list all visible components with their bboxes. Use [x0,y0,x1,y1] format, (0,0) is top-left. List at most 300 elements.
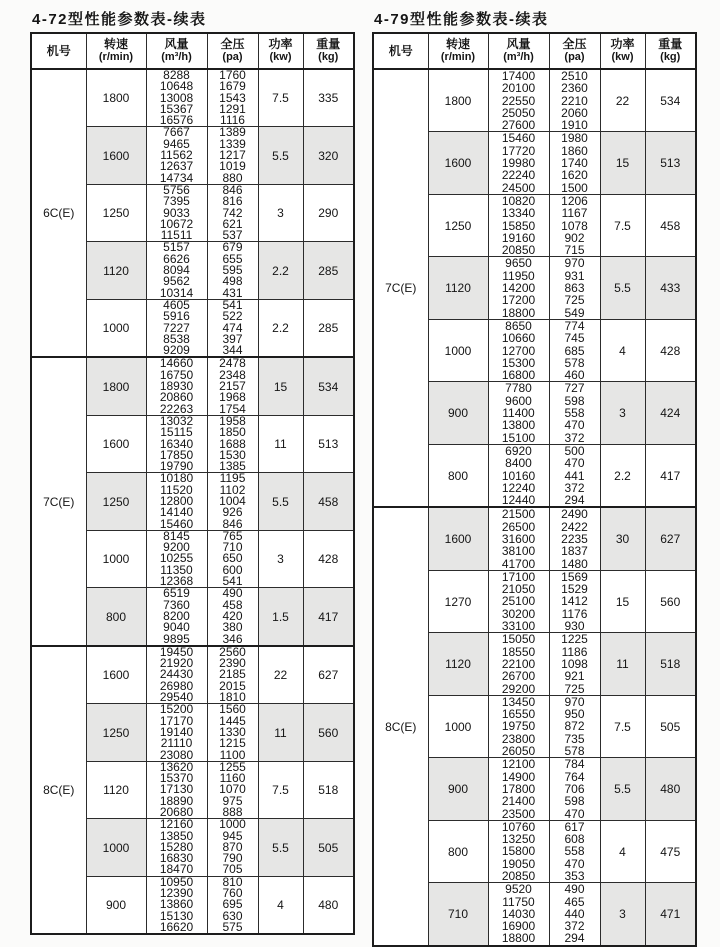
speed-cell: 1000 [86,819,146,876]
flow-value: 16830 [159,851,194,866]
speed-cell: 1250 [428,194,488,256]
col-header-machine [373,33,428,69]
flow-value: 13008 [159,90,194,105]
speed-cell: 1600 [86,127,146,184]
table-body [31,69,354,934]
pressure-value: 2210 [561,93,588,108]
pressure-value: 1850 [219,425,246,440]
pressure-value: 490 [564,882,585,897]
pressure-value: 1100 [219,747,246,762]
power-cell: 11 [600,633,645,695]
flow-value: 18800 [501,931,536,946]
flow-value: 8094 [163,263,190,278]
header-label: 全压 [220,37,245,51]
flow-value: 18800 [501,305,536,320]
flow-value: 8400 [505,456,532,471]
pressure-value: 617 [564,819,585,834]
flow-value: 6519 [163,586,190,601]
speed-cell: 1000 [428,319,488,381]
flow-value: 24500 [501,180,536,195]
pressure-value: 598 [564,393,585,408]
pressure-values-cell [549,883,600,946]
flow-value: 14900 [501,769,536,784]
col-header-weight [645,33,696,69]
pressure-value: 2390 [219,656,246,671]
pressure-value: 498 [222,274,243,289]
performance-table-4-79 [372,32,697,947]
flow-values-cell [146,299,207,357]
flow-value: 26050 [501,744,536,759]
speed-group-row [31,357,354,415]
flow-value: 14140 [159,505,194,520]
header-label: 全压 [562,37,587,51]
flow-value: 9520 [505,882,532,897]
pressure-value: 870 [222,839,243,854]
pressure-values-cell [207,299,258,357]
pressure-value: 1620 [561,168,588,183]
header-label: 重量 [658,37,683,51]
flow-values-cell [488,570,549,632]
power-cell: 15 [600,570,645,632]
weight-cell: 290 [303,184,354,241]
weight-cell: 475 [645,820,696,882]
header-label: 功率 [610,37,635,51]
pressure-value: 715 [564,243,585,258]
pressure-value: 1980 [561,131,588,146]
pressure-value: 863 [564,281,585,296]
power-cell: 1.5 [258,588,303,646]
pressure-value: 1910 [561,118,588,133]
weight-cell: 627 [303,646,354,704]
pressure-value: 846 [222,182,243,197]
flow-value: 10314 [159,285,194,300]
pressure-value: 705 [222,862,243,877]
flow-value: 30200 [501,606,536,621]
flow-value: 13850 [159,828,194,843]
pressure-value: 470 [564,856,585,871]
pressure-value: 872 [564,719,585,734]
pressure-values-cell [549,507,600,570]
flow-value: 27600 [501,118,536,133]
header-unit: (kw) [269,51,292,63]
flow-value: 29200 [501,681,536,696]
flow-value: 10672 [159,216,194,231]
flow-values-cell [146,127,207,184]
pressure-values-cell [549,257,600,319]
pressure-value: 655 [222,251,243,266]
pressure-value: 1102 [219,482,246,497]
flow-value: 19140 [159,724,194,739]
pressure-value: 600 [222,562,243,577]
flow-value: 13340 [501,206,536,221]
power-cell: 3 [258,184,303,241]
flow-value: 17720 [501,143,536,158]
flow-values-cell [146,761,207,818]
pressure-value: 1530 [219,447,246,462]
pressure-value: 931 [564,268,585,283]
pressure-value: 344 [222,343,243,358]
speed-cell: 1000 [86,530,146,587]
pressure-values-cell [207,819,258,876]
flow-value: 13860 [159,897,194,912]
pressure-value: 1529 [561,582,588,597]
pressure-values-cell [549,132,600,194]
power-cell: 2.2 [258,242,303,299]
flow-value: 14660 [159,356,194,371]
pressure-values-cell [207,242,258,299]
pressure-value: 725 [564,293,585,308]
flow-value: 15367 [159,101,194,116]
pressure-value: 537 [222,228,243,243]
weight-cell: 320 [303,127,354,184]
flow-value: 14030 [501,906,536,921]
flow-value: 21920 [159,656,194,671]
machine-number-cell: 7C(E) [373,69,428,507]
col-header-speed [428,33,488,69]
flow-values-cell [146,588,207,646]
pressure-value: 1445 [219,713,246,728]
flow-values-cell [146,69,207,127]
pressure-value: 431 [222,285,243,300]
pressure-value: 1740 [561,156,588,171]
flow-value: 13620 [159,759,194,774]
pressure-value: 558 [564,844,585,859]
flow-value: 16620 [159,919,194,934]
speed-cell: 1600 [86,646,146,704]
header-unit: (m³/h) [161,51,192,63]
flow-value: 16900 [501,919,536,934]
flow-value: 19980 [501,156,536,171]
power-cell: 3 [258,530,303,587]
flow-values-cell [488,132,549,194]
weight-cell: 433 [645,257,696,319]
pressure-value: 1070 [219,782,246,797]
flow-value: 11520 [160,482,193,497]
flow-value: 19450 [159,644,194,659]
flow-value: 9465 [163,136,190,151]
pressure-value: 294 [564,493,585,508]
pressure-value: 2157 [219,379,246,394]
col-header-weight [303,33,354,69]
flow-value: 15050 [501,632,536,647]
pressure-value: 1480 [561,556,588,571]
header-unit: (pa) [222,51,243,63]
weight-cell: 505 [645,695,696,757]
power-cell: 22 [258,646,303,704]
pressure-value: 1500 [561,180,588,195]
flow-value: 26980 [159,678,194,693]
pressure-value: 760 [222,886,243,901]
weight-cell: 285 [303,242,354,299]
pressure-value: 1206 [561,193,588,208]
pressure-value: 1339 [219,136,246,151]
flow-values-cell [146,704,207,761]
col-header-power [258,33,303,69]
power-cell: 4 [258,876,303,934]
pressure-value: 1679 [219,79,246,94]
speed-cell: 1270 [428,570,488,632]
speed-cell: 800 [86,588,146,646]
pressure-value: 880 [222,170,243,185]
speed-cell: 1120 [86,761,146,818]
header-label: 机号 [46,43,71,58]
pressure-values-cell [207,530,258,587]
pressure-value: 2560 [219,644,246,659]
flow-value: 9895 [163,631,190,646]
weight-cell: 560 [303,704,354,761]
pressure-value: 380 [222,620,243,635]
flow-value: 17200 [501,293,536,308]
flow-value: 4605 [163,297,190,312]
flow-values-cell [488,758,549,820]
pressure-value: 1186 [561,644,588,659]
speed-cell: 1250 [86,473,146,530]
flow-value: 25100 [501,594,536,609]
flow-value: 10648 [159,79,194,94]
pressure-value: 1385 [219,459,246,474]
speed-group-row [31,646,354,704]
pressure-value: 975 [222,793,243,808]
pressure-value: 372 [564,480,585,495]
col-header-pressure [207,33,258,69]
pressure-values-cell [207,415,258,472]
pressure-value: 1412 [561,594,588,609]
flow-value: 18470 [159,862,194,877]
speed-cell: 800 [428,820,488,882]
pressure-value: 926 [222,505,243,520]
flow-value: 5916 [163,309,190,324]
pressure-value: 598 [564,794,585,809]
power-cell: 5.5 [600,758,645,820]
flow-value: 10760 [501,819,536,834]
col-header-machine [31,33,86,69]
power-cell: 15 [258,357,303,415]
power-cell: 2.2 [600,444,645,507]
flow-value: 7667 [163,125,190,140]
weight-cell: 417 [303,588,354,646]
flow-values-cell [488,883,549,946]
pressure-value: 1760 [219,68,246,82]
flow-value: 14734 [159,170,194,185]
pressure-value: 578 [564,744,585,759]
pressure-values-cell [207,184,258,241]
header-unit: (r/min) [98,51,134,63]
speed-cell: 1800 [86,357,146,415]
speed-group-row [373,507,696,570]
pressure-values-cell [207,646,258,704]
pressure-value: 921 [564,669,585,684]
pressure-value: 346 [222,631,243,646]
machine-number-cell: 8C(E) [31,646,86,934]
flow-value: 19160 [501,230,536,245]
pressure-value: 2422 [561,519,588,534]
pressure-value: 2185 [219,667,246,682]
pressure-value: 470 [564,418,585,433]
power-cell: 7.5 [600,695,645,757]
machine-number-cell: 6C(E) [31,69,86,357]
speed-group-row [373,69,696,132]
flow-value: 11350 [160,562,193,577]
weight-cell: 285 [303,299,354,357]
flow-values-cell [488,69,549,132]
col-header-flow [146,33,207,69]
speed-cell: 1120 [428,257,488,319]
header-unit: (kg) [660,51,681,63]
pressure-value: 1000 [219,817,246,832]
pressure-value: 2235 [561,531,588,546]
pressure-value: 441 [564,468,585,483]
weight-cell: 513 [303,415,354,472]
col-header-power [600,33,645,69]
table-body [373,69,696,946]
pressure-value: 764 [564,769,585,784]
performance-table-4-72 [30,32,355,935]
weight-cell: 428 [303,530,354,587]
pressure-value: 470 [564,456,585,471]
flow-value: 7227 [163,320,190,335]
pressure-value: 2015 [219,678,246,693]
pressure-value: 1389 [219,125,246,140]
flow-value: 25050 [501,105,536,120]
speed-cell: 1000 [86,299,146,357]
flow-value: 21400 [501,794,536,809]
flow-value: 16550 [501,707,536,722]
pressure-value: 790 [222,851,243,866]
speed-cell: 710 [428,883,488,946]
weight-cell: 480 [645,758,696,820]
flow-value: 21500 [501,507,536,522]
flow-value: 19050 [501,856,536,871]
flow-value: 9040 [163,620,190,635]
pressure-values-cell [549,382,600,444]
flow-value: 9033 [163,205,190,220]
pressure-value: 294 [564,931,585,946]
flow-value: 10255 [159,551,194,566]
speed-cell: 800 [428,444,488,507]
weight-cell: 428 [645,319,696,381]
flow-value: 15460 [159,516,194,531]
pressure-value: 372 [564,430,585,445]
pressure-value: 1330 [219,724,246,739]
flow-value: 9209 [163,343,190,358]
flow-value: 12700 [501,343,536,358]
flow-value: 9600 [505,393,532,408]
flow-value: 8288 [163,68,190,82]
flow-value: 26500 [501,519,536,534]
pressure-value: 397 [222,331,243,346]
speed-cell: 1120 [428,633,488,695]
flow-value: 20850 [501,869,536,883]
flow-values-cell [488,695,549,757]
pressure-value: 706 [564,781,585,796]
pressure-value: 1837 [561,544,588,559]
flow-value: 10820 [501,193,536,208]
speed-cell: 1600 [428,507,488,570]
pressure-values-cell [549,69,600,132]
flow-values-cell [488,319,549,381]
pressure-value: 2060 [561,105,588,120]
pressure-value: 685 [564,343,585,358]
power-cell: 7.5 [600,194,645,256]
pressure-values-cell [207,357,258,415]
flow-value: 16800 [501,368,536,383]
power-cell: 2.2 [258,299,303,357]
power-cell: 30 [600,507,645,570]
flow-value: 23800 [501,731,536,746]
weight-cell: 560 [645,570,696,632]
flow-value: 9650 [505,256,532,271]
machine-number-cell: 8C(E) [373,507,428,945]
flow-value: 16576 [159,113,194,128]
pressure-value: 1195 [219,471,246,486]
pressure-value: 1098 [561,656,588,671]
pressure-value: 1569 [561,569,588,584]
flow-value: 14200 [501,281,536,296]
header-label: 转速 [103,37,128,51]
flow-value: 15460 [501,131,536,146]
flow-value: 17850 [159,447,194,462]
pressure-value: 2348 [219,367,246,382]
flow-value: 17130 [159,782,194,797]
flow-values-cell [146,184,207,241]
flow-value: 15100 [501,430,536,445]
flow-value: 17400 [501,69,536,83]
pressure-value: 1176 [561,606,588,621]
pressure-value: 945 [222,828,243,843]
pressure-value: 1160 [219,771,246,786]
flow-value: 12240 [501,480,536,495]
flow-value: 11511 [160,228,193,243]
pressure-value: 522 [222,309,243,324]
flow-value: 12160 [159,817,194,832]
flow-value: 11750 [502,894,535,909]
pressure-value: 650 [222,551,243,566]
speed-cell: 1800 [86,69,146,127]
weight-cell: 335 [303,69,354,127]
flow-value: 8650 [505,318,532,333]
flow-value: 12100 [501,757,536,772]
flow-value: 9200 [163,540,190,555]
flow-values-cell [488,444,549,507]
flow-values-cell [488,257,549,319]
power-cell: 15 [600,132,645,194]
speed-cell: 1120 [86,242,146,299]
header-unit: (r/min) [440,51,476,63]
pressure-value: 2490 [561,507,588,522]
pressure-values-cell [207,473,258,530]
flow-value: 18890 [159,793,194,808]
pressure-value: 742 [222,205,243,220]
speed-group-row [31,69,354,127]
table-4-79-section [372,6,695,947]
pressure-value: 2510 [561,69,588,83]
pressure-value: 420 [222,608,243,623]
table-4-72-section [30,6,353,935]
pressure-value: 500 [564,443,585,458]
flow-value: 9562 [163,274,190,289]
power-cell: 5.5 [258,473,303,530]
flow-value: 31600 [501,531,536,546]
flow-value: 29540 [159,690,194,705]
speed-cell: 900 [428,382,488,444]
pressure-value: 2360 [561,81,588,96]
pressure-value: 630 [222,908,243,923]
flow-value: 8538 [163,331,190,346]
flow-values-cell [488,820,549,882]
pressure-value: 440 [564,906,585,921]
pressure-value: 1116 [220,113,245,128]
pressure-values-cell [549,194,600,256]
